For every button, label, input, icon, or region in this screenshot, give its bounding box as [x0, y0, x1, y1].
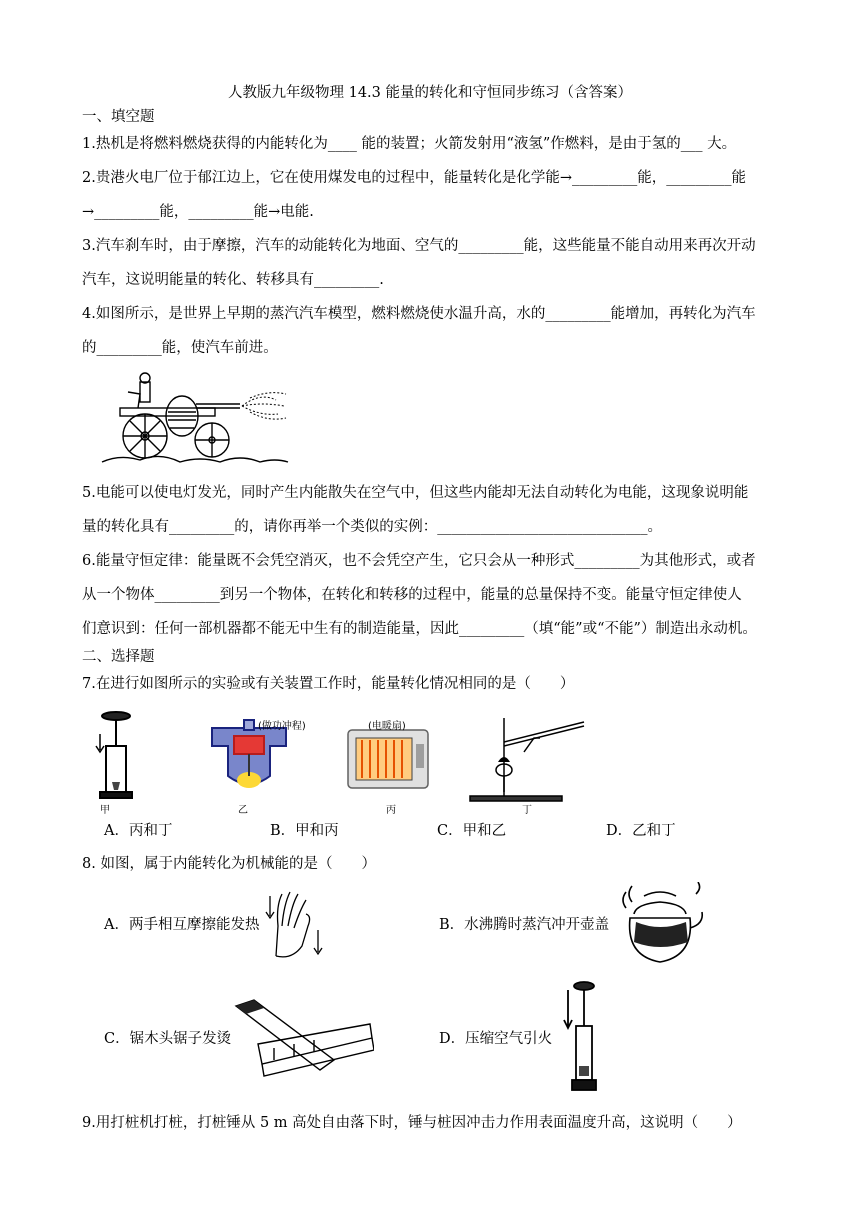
question-6-line-1: 6.能量守恒定律：能量既不会凭空消灭，也不会凭空产生，它只会从一种形式_________为其他形式，或者 [82, 553, 756, 569]
sawing-wood-figure [234, 998, 374, 1080]
air-compression-figure-jia [92, 710, 138, 806]
figure-label-yi: 乙 [238, 805, 248, 816]
section-heading-choice: 二、选择题 [82, 649, 155, 665]
question-6-line-3: 们意识到：任何一部机器都不能无中生有的制造能量，因此_________（填“能”或“不能”）制造出永动机。 [82, 621, 757, 637]
q8-option-a: A．两手相互摩擦能发热 [104, 917, 260, 933]
figure-label-bing: 丙 [386, 805, 396, 816]
q7-option-d: D．乙和丁 [606, 823, 676, 839]
figure-label-ding: 丁 [522, 805, 532, 816]
figure-caption-work-stroke: (做功冲程) [258, 721, 306, 732]
boiling-kettle-figure [616, 882, 706, 970]
q8-option-b: B．水沸腾时蒸汽冲开壶盖 [439, 917, 610, 933]
electric-heater-figure-bing [346, 724, 432, 794]
rubbing-hands-figure [262, 886, 326, 962]
q8-option-d: D．压缩空气引火 [439, 1031, 553, 1047]
question-8-stem: 8. 如图，属于内能转化为机械能的是（ ） [82, 856, 376, 872]
question-2-line-1: 2.贵港火电厂位于郁江边上，它在使用煤发电的过程中，能量转化是化学能→_________能，_________能 [82, 170, 746, 186]
air-compression-figure [560, 980, 600, 1096]
question-1: 1.热机是将燃料燃烧获得的内能转化为____ 能的装置；火箭发射用“液氢”作燃料，是由于氢的___ 大。 [82, 136, 737, 152]
section-heading-fill-blank: 一、填空题 [82, 109, 155, 125]
figure-caption-electric-heater: (电暖扇) [368, 721, 406, 732]
test-tube-heating-figure-ding [464, 712, 588, 804]
question-7-stem: 7.在进行如图所示的实验或有关装置工作时，能量转化情况相同的是（ ） [82, 676, 575, 692]
question-3-line-1: 3.汽车刹车时，由于摩擦，汽车的动能转化为地面、空气的_________能，这些能量不能自动用来再次开动 [82, 238, 756, 254]
question-5-line-1: 5.电能可以使电灯发光，同时产生内能散失在空气中，但这些内能却无法自动转化为电能，这现象说明能 [82, 485, 749, 501]
page-title: 人教版九年级物理 14.3 能量的转化和守恒同步练习（含答案） [227, 85, 632, 101]
question-3-line-2: 汽车，这说明能量的转化、转移具有_________. [82, 272, 384, 288]
q8-option-c: C．锯木头锯子发烫 [104, 1031, 232, 1047]
question-5-line-2: 量的转化具有_________的，请你再举一个类似的实例：_____________________________。 [82, 519, 662, 535]
steam-car-figure [100, 372, 290, 468]
question-2-line-2: →_________能，_________能→电能. [82, 204, 314, 220]
question-4-line-1: 4.如图所示，是世界上早期的蒸汽汽车模型，燃料燃烧使水温升高，水的_________能增加，再转化为汽车 [82, 306, 756, 322]
figure-label-jia: 甲 [100, 805, 110, 816]
q7-option-c: C．甲和乙 [437, 823, 507, 839]
question-9: 9.用打桩机打桩，打桩锤从 5 m 高处自由落下时，锤与桩因冲击力作用表面温度升高，这说明（ ） [82, 1115, 742, 1131]
q7-option-a: A．丙和丁 [104, 823, 173, 839]
question-6-line-2: 从一个物体_________到另一个物体，在转化和转移的过程中，能量的总量保持不变。能量守恒定律使人 [82, 587, 742, 603]
question-4-line-2: 的_________能，使汽车前进。 [82, 340, 278, 356]
q7-option-b: B．甲和丙 [270, 823, 339, 839]
